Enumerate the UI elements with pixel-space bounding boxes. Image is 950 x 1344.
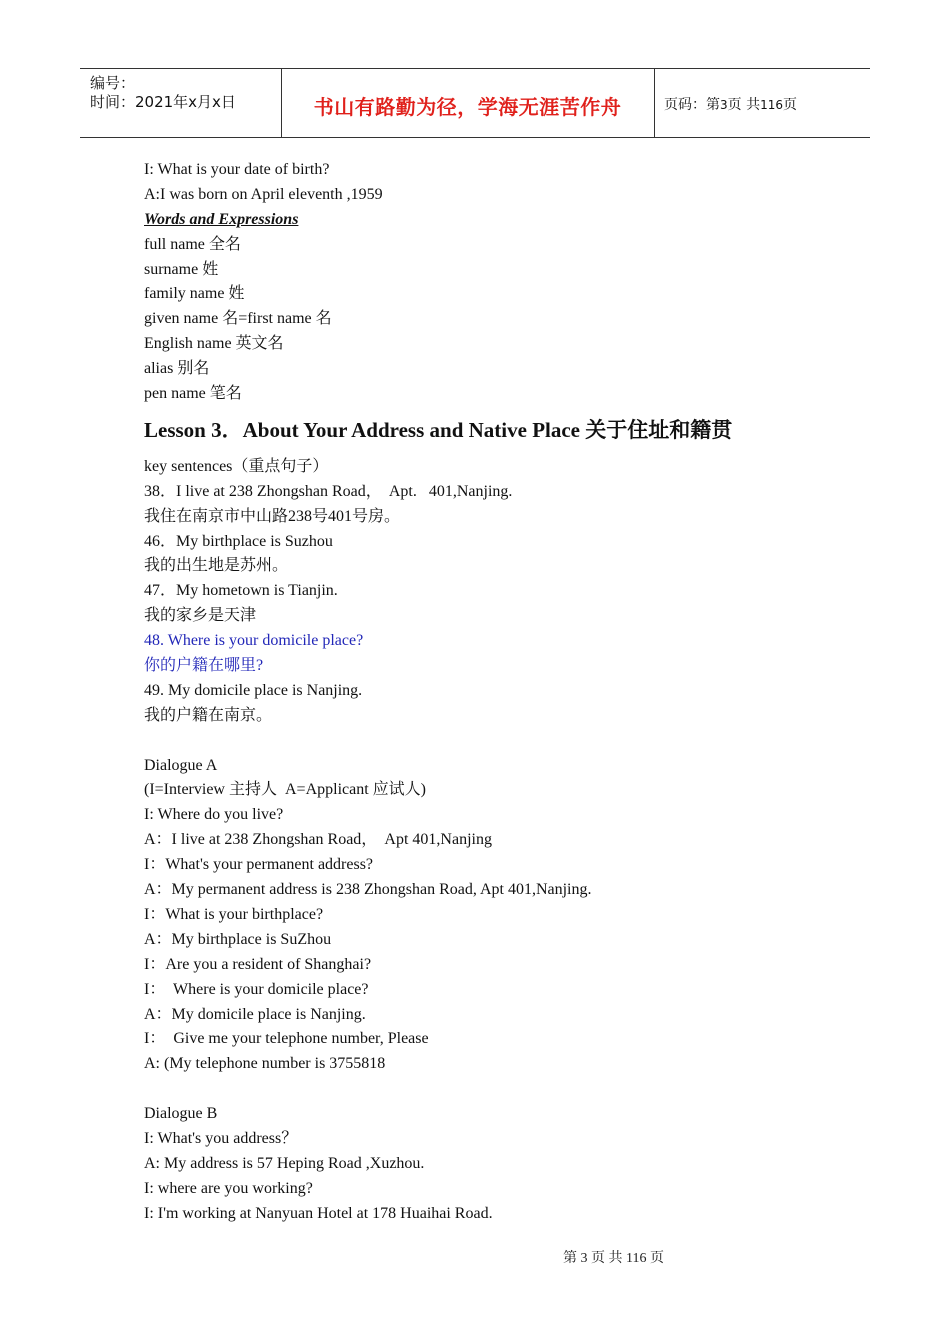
key-sentence-line: key sentences（重点句子） [144,457,329,475]
dialogue-line: I： Where is your domicile place? [144,980,369,998]
vocab-item: pen name 笔名 [144,385,242,403]
key-sentence-line: 我的家乡是天津 [144,607,257,625]
page-header [80,68,870,138]
document-body [144,158,844,1227]
key-sentence-line: 我的出生地是苏州。 [144,557,289,575]
dialogue-line: A：I live at 238 Zhongshan Road， Apt 401,Nanjing [144,831,492,849]
page-total: 116 [760,98,783,112]
dialogue-line: I: I'm working at Nanyuan Hotel at 178 Huaihai Road. [144,1204,493,1222]
dialogue-line: A: (My telephone number is 3755818 [144,1055,386,1073]
page-footer: 第 3 页 共 116 页 [563,1251,664,1266]
text-line: I: What is your date of birth? [144,161,330,178]
header-page-cell [654,69,870,137]
vocab-item: alias 别名 [144,360,210,378]
dialogue-a-title: Dialogue A [144,756,218,774]
vocab-item: full name 全名 [144,235,241,253]
dialogue-line: A：My permanent address is 238 Zhongshan Road, Apt 401,Nanjing. [144,881,592,899]
header-page-info [664,94,797,114]
dialogue-line: (I=Interview 主持人 A=Applicant 应试人) [144,781,426,799]
blank-line [144,1077,844,1102]
key-sentence-line: 46．My birthplace is Suzhou [144,532,333,550]
key-sentence-highlight: 你的户籍在哪里? [144,657,264,675]
dialogue-line: A: My address is 57 Heping Road ,Xuzhou. [144,1154,425,1172]
vocab-item: surname 姓 [144,260,219,278]
dialogue-line: I：What's your permanent address? [144,856,374,874]
dialogue-line: I：What is your birthplace? [144,905,324,923]
header-motto-cell [281,69,655,137]
dialogue-line: I：Are you a resident of Shanghai? [144,955,372,973]
key-sentence-line: 我住在南京市中山路238号401号房。 [144,507,401,525]
key-sentence-line: 47．My hometown is Tianjin. [144,582,338,600]
vocab-item: given name 名=first name 名 [144,310,332,328]
dialogue-line: A：My birthplace is SuZhou [144,930,332,948]
header-motto: 书山有路勤为径，学海无涯苦作舟 [313,95,622,119]
page-current: 3 [720,98,728,112]
key-sentence-line: 49. My domicile place is Nanjing. [144,681,363,699]
dialogue-line: I: where are you working? [144,1179,313,1197]
lesson-title: Lesson 3．About Your Address and Native Place 关于住址和籍贯 [144,417,733,442]
page-mid: 页 共 [727,97,761,113]
vocab-item: English name 英文名 [144,335,284,353]
dialogue-line: I: Where do you live? [144,806,284,824]
text-line: A:I was born on April eleventh ,1959 [144,185,383,203]
words-heading: Words and Expressions [144,210,299,228]
key-sentence-highlight: 48. Where is your domicile place? [144,632,364,650]
dialogue-line: A：My domicile place is Nanjing. [144,1005,366,1023]
page-prefix: 页码：第 [664,97,720,113]
header-info-cell [80,69,282,137]
dialogue-line: I: What's you address？ [144,1129,298,1147]
page-suffix: 页 [783,97,797,113]
dialogue-line: I： Give me your telephone number, Please [144,1030,429,1048]
document-time-label: 时间：2021年x月x日 [90,93,236,111]
vocab-item: family name 姓 [144,285,245,303]
blank-line [144,729,844,754]
dialogue-b-title: Dialogue B [144,1105,218,1123]
key-sentence-line: 我的户籍在南京。 [144,706,273,724]
key-sentence-line: 38．I live at 238 Zhongshan Road， Apt. 401,Nanjing. [144,482,513,500]
document-number-label: 编号： [90,74,136,92]
